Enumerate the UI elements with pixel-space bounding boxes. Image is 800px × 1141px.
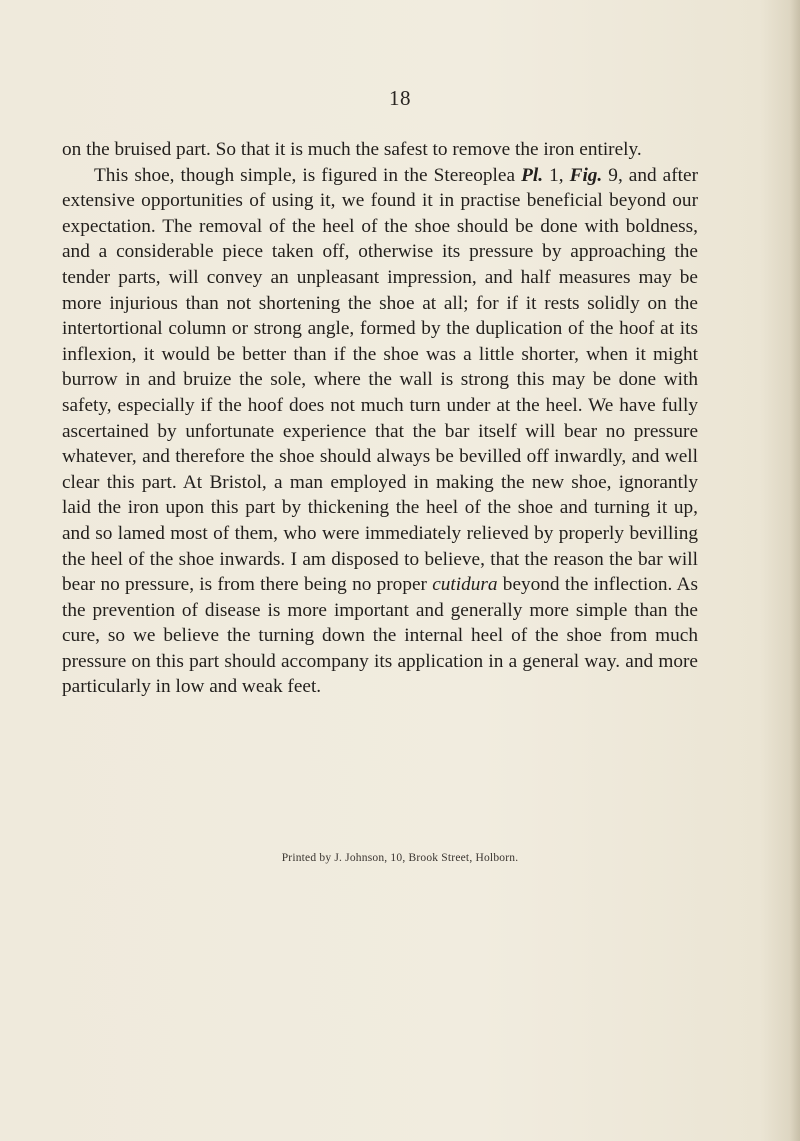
paragraph-text: 9, and after extensive opportunities of using it, we found it in practise beneficial beyond our expectation. The removal of the heel of the shoe should be done with boldness, and a considerable piece taken off, otherwise its pressure by approaching the tender parts, will convey an unpleasant impression, and half measures may be more injurious than not shortening the shoe at all; for if it rests solidly on the intertortional column or strong angle, formed by the duplication of the hoof at its inflexion, it would be better than if the shoe was a little shorter, when it might burrow in and bruize the sole, where the wall is strong this may be done with safety, especially if the hoof does not much turn under at the heel. We have fully ascertained by unfortunate experience that the bar itself will bear no pressure whatever, and therefore the shoe should always be bevilled off inwardly, and well clear this part. At Bristol, a man employed in making the new shoe, ignorantly laid the iron upon this part by thickening the heel of the shoe and turning it up, and so lamed most of them, who were immediately relieved by properly bevilling the heel of the shoe inwards. I am disposed to believe, that the reason the bar will bear no pressure, is from there being no proper (62, 164, 698, 596)
paragraph-main (62, 163, 698, 700)
paragraph-text: This shoe, though simple, is figured in the Stereoplea (94, 164, 522, 186)
printer-imprint: Printed by J. Johnson, 10, Brook Street, Holborn. (281, 852, 519, 864)
body-text (62, 137, 698, 700)
page-edge-shadow (790, 0, 800, 1141)
paragraph-continuation: on the bruised part. So that it is much the safest to remove the iron entirely. (62, 139, 642, 160)
paragraph-text: beyond the inflection. As the prevention of disease is more important and generally more simple than the cure, so we believe the turning down the internal heel of the shoe from much pressure on this part should accompany its application in a general way. and more particularly in low and weak feet. (62, 574, 698, 698)
plate-number: 1, (543, 164, 570, 186)
page-number: 18 (389, 86, 411, 110)
plate-reference: Pl. (521, 164, 544, 186)
figure-reference: Fig. (569, 164, 603, 186)
cutidura-term: cutidura (432, 574, 498, 596)
